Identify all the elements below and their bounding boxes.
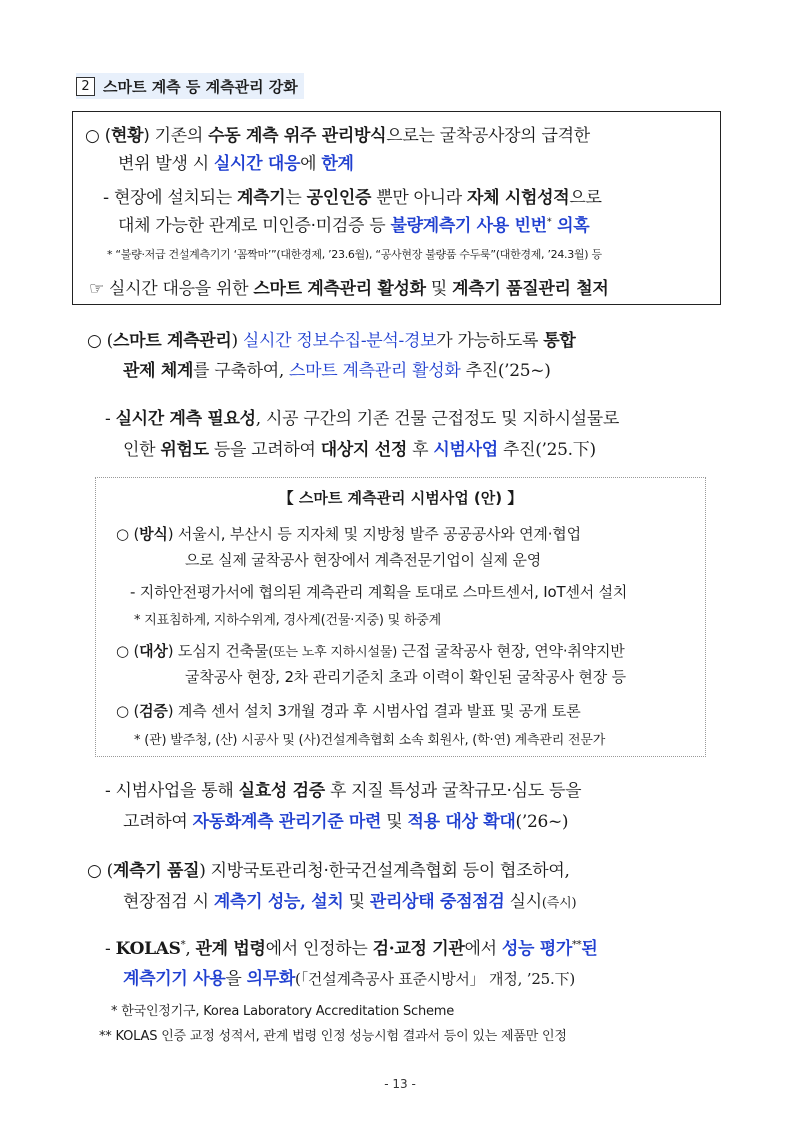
summary-line-gauge: - 현장에 설치되는 계측기는 공인인증 뿐만 아니라 자체 시험성적으로 — [103, 188, 602, 208]
pilot-title: 【 스마트 계측관리 시범사업 (안) 】 — [278, 489, 523, 507]
pilot-sensor-footnote: * 지표침하계, 지하수위계, 경사계(건물·지중) 및 하중계 — [134, 613, 442, 628]
pilot-followup-line-2: 고려하여 자동화계측 관리기준 마련 및 적용 대상 확대(’26~) — [123, 812, 569, 832]
smart-monitoring-line-1: ○ (스마트 계측관리) 실시간 정보수집-분석-경보가 가능하도록 통합 — [87, 331, 576, 351]
summary-box — [72, 111, 721, 305]
footnote-kolas: * 한국인정기구, Korea Laboratory Accreditation Scheme — [111, 1004, 455, 1019]
pilot-verify-line: ○ (검증) 계측 센서 설치 3개월 경과 후 시범사업 결과 발표 및 공개 토론 — [116, 702, 581, 720]
summary-line-status: ○ (현황) 기존의 수동 계측 위주 관리방식으로는 굴착공사장의 급격한 — [85, 126, 590, 146]
section-heading — [76, 73, 304, 99]
summary-line-limit: 변위 발생 시 실시간 대응에 한계 — [118, 154, 354, 174]
kolas-line-2: 계측기기 사용을 의무화(「건설계측공사 표준시방서」 개정, ’25.下) — [123, 969, 576, 989]
gauge-quality-line-2: 현장점검 시 계측기 성능, 설치 및 관리상태 중점점검 실시(즉시) — [123, 892, 577, 912]
smart-monitoring-line-2: 관제 체계를 구축하여, 스마트 계측관리 활성화 추진(’25~) — [123, 361, 551, 381]
realtime-need-line-2: 인한 위험도 등을 고려하여 대상지 선정 후 시범사업 추진(’25.下) — [123, 440, 596, 460]
page-number: - 13 - — [384, 1077, 416, 1091]
pilot-target-line-1: ○ (대상) 도심지 건축물(또는 노후 지하시설물) 근접 굴착공사 현장, 연약·취약지반 — [116, 642, 625, 660]
pilot-followup-line-1: - 시범사업을 통해 실효성 검증 후 지질 특성과 굴착규모·심도 등을 — [105, 781, 582, 801]
pilot-method-line-1: ○ (방식) 서울시, 부산시 등 지자체 및 지방청 발주 공공공사와 연계·협업 — [116, 525, 581, 543]
gauge-quality-line-1: ○ (계측기 품질) 지방국토관리청·한국건설계측협회 등이 협조하여, — [87, 861, 570, 881]
section-number: 2 — [76, 77, 95, 96]
summary-line-action: ☞ 실시간 대응을 위한 스마트 계측관리 활성화 및 계측기 품질관리 철저 — [89, 279, 609, 299]
section-title: 스마트 계측 등 계측관리 강화 — [103, 77, 298, 96]
realtime-need-line-1: - 실시간 계측 필요성, 시공 구간의 기존 건물 근접정도 및 지하시설물로 — [105, 409, 620, 429]
kolas-line-1: - KOLAS*, 관계 법령에서 인정하는 검·교정 기관에서 성능 평가**된 — [105, 939, 598, 959]
pilot-method-line-2: 으로 실제 굴착공사 현장에서 계측전문기업이 실제 운영 — [185, 551, 542, 569]
footnote-certified: ** KOLAS 인증 교정 성적서, 관계 법령 인정 성능시험 결과서 등이 있는 제품만 인정 — [99, 1029, 567, 1044]
summary-line-suspicion: 대체 가능한 관계로 미인증·미검증 등 불량계측기 사용 빈번* 의혹 — [118, 216, 590, 236]
pilot-sensor-line: - 지하안전평가서에 협의된 계측관리 계획을 토대로 스마트센서, IoT센서 설치 — [130, 583, 628, 601]
summary-news-footnote: * “불량·저급 건설계측기기 ‘꼼짝마’”(대한경제, ’23.6월), “공사현장 불량품 수두룩”(대한경제, ’24.3월) 등 — [107, 248, 602, 261]
pilot-verify-footnote: * (관) 발주청, (산) 시공사 및 (사)건설계측협회 소속 회원사, (학·연) 계측관리 전문가 — [134, 733, 606, 748]
pilot-target-line-2: 굴착공사 현장, 2차 관리기준치 초과 이력이 확인된 굴착공사 현장 등 — [185, 668, 626, 686]
pilot-project-box — [95, 477, 706, 757]
